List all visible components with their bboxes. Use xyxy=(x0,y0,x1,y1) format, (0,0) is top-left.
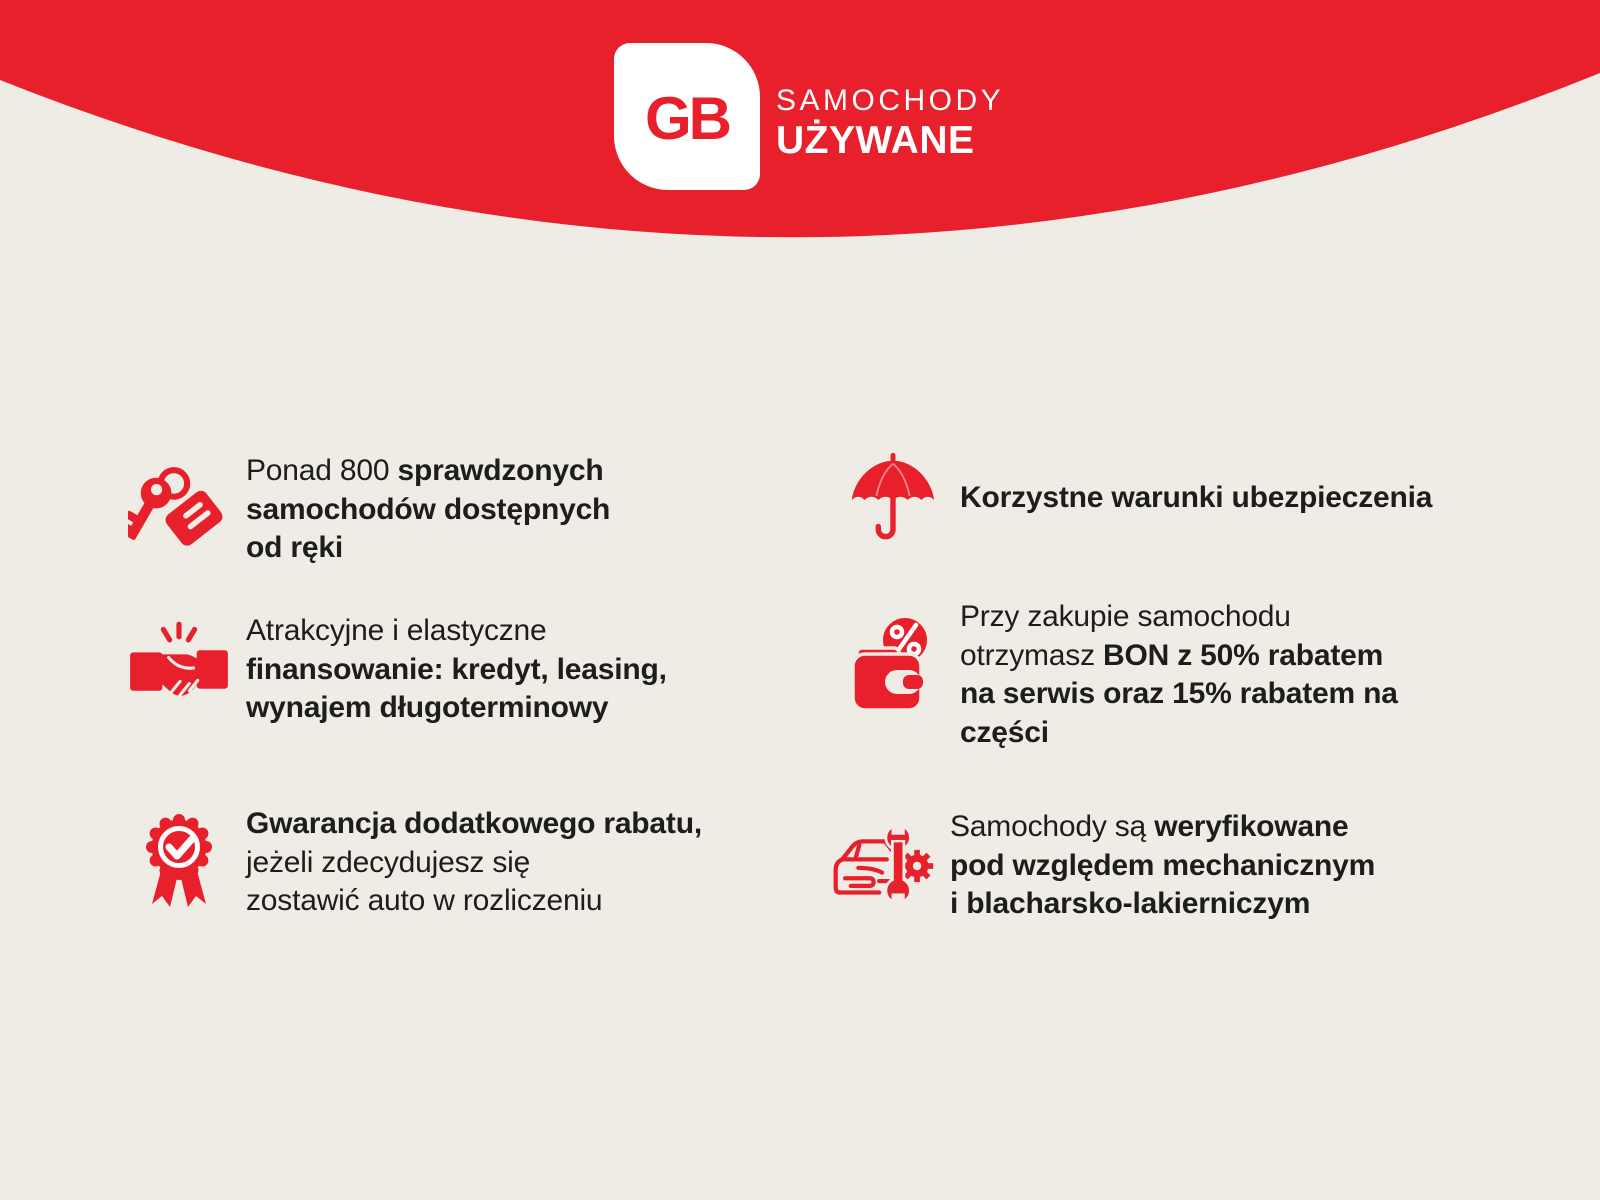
feature-text: Ponad 800 sprawdzonych samochodów dostępnych od ręki xyxy=(246,454,611,564)
award-badge-icon xyxy=(126,805,232,920)
feature-item-insurance xyxy=(840,448,1432,548)
feature-item-financing xyxy=(126,612,667,728)
car-service-icon xyxy=(830,810,936,922)
feature-item-available-cars xyxy=(126,452,610,568)
umbrella-icon xyxy=(840,448,946,548)
feature-text: Przy zakupie samochodu otrzymasz BON z 50% rabatem na serwis oraz 15% rabatem na części xyxy=(960,600,1398,749)
handshake-icon xyxy=(126,618,232,722)
feature-text: Samochody są weryfikowane pod względem mechanicznym i blacharsko-lakierniczym xyxy=(950,810,1376,920)
brand-line-samochody: SAMOCHODY xyxy=(776,84,1005,117)
feature-item-discount-guarantee xyxy=(126,805,702,921)
feature-text: Korzystne warunki ubezpieczenia xyxy=(960,480,1433,514)
gb-logo-monogram: GB xyxy=(645,85,729,152)
brand-line-uzywane: UŻYWANE xyxy=(776,119,975,162)
gb-logo xyxy=(614,43,760,190)
feature-text: Atrakcyjne i elastyczne finansowanie: kredyt, leasing, wynajem długoterminowy xyxy=(246,614,667,724)
brand-title xyxy=(776,84,1004,162)
feature-text: Gwarancja dodatkowego rabatu, jeżeli zdecydujesz się zostawić auto w rozliczeniu xyxy=(246,807,702,917)
feature-item-verification xyxy=(830,808,1375,924)
key-tag-icon xyxy=(126,459,232,561)
feature-item-service-bonus xyxy=(840,598,1398,752)
wallet-percent-icon xyxy=(840,612,946,738)
